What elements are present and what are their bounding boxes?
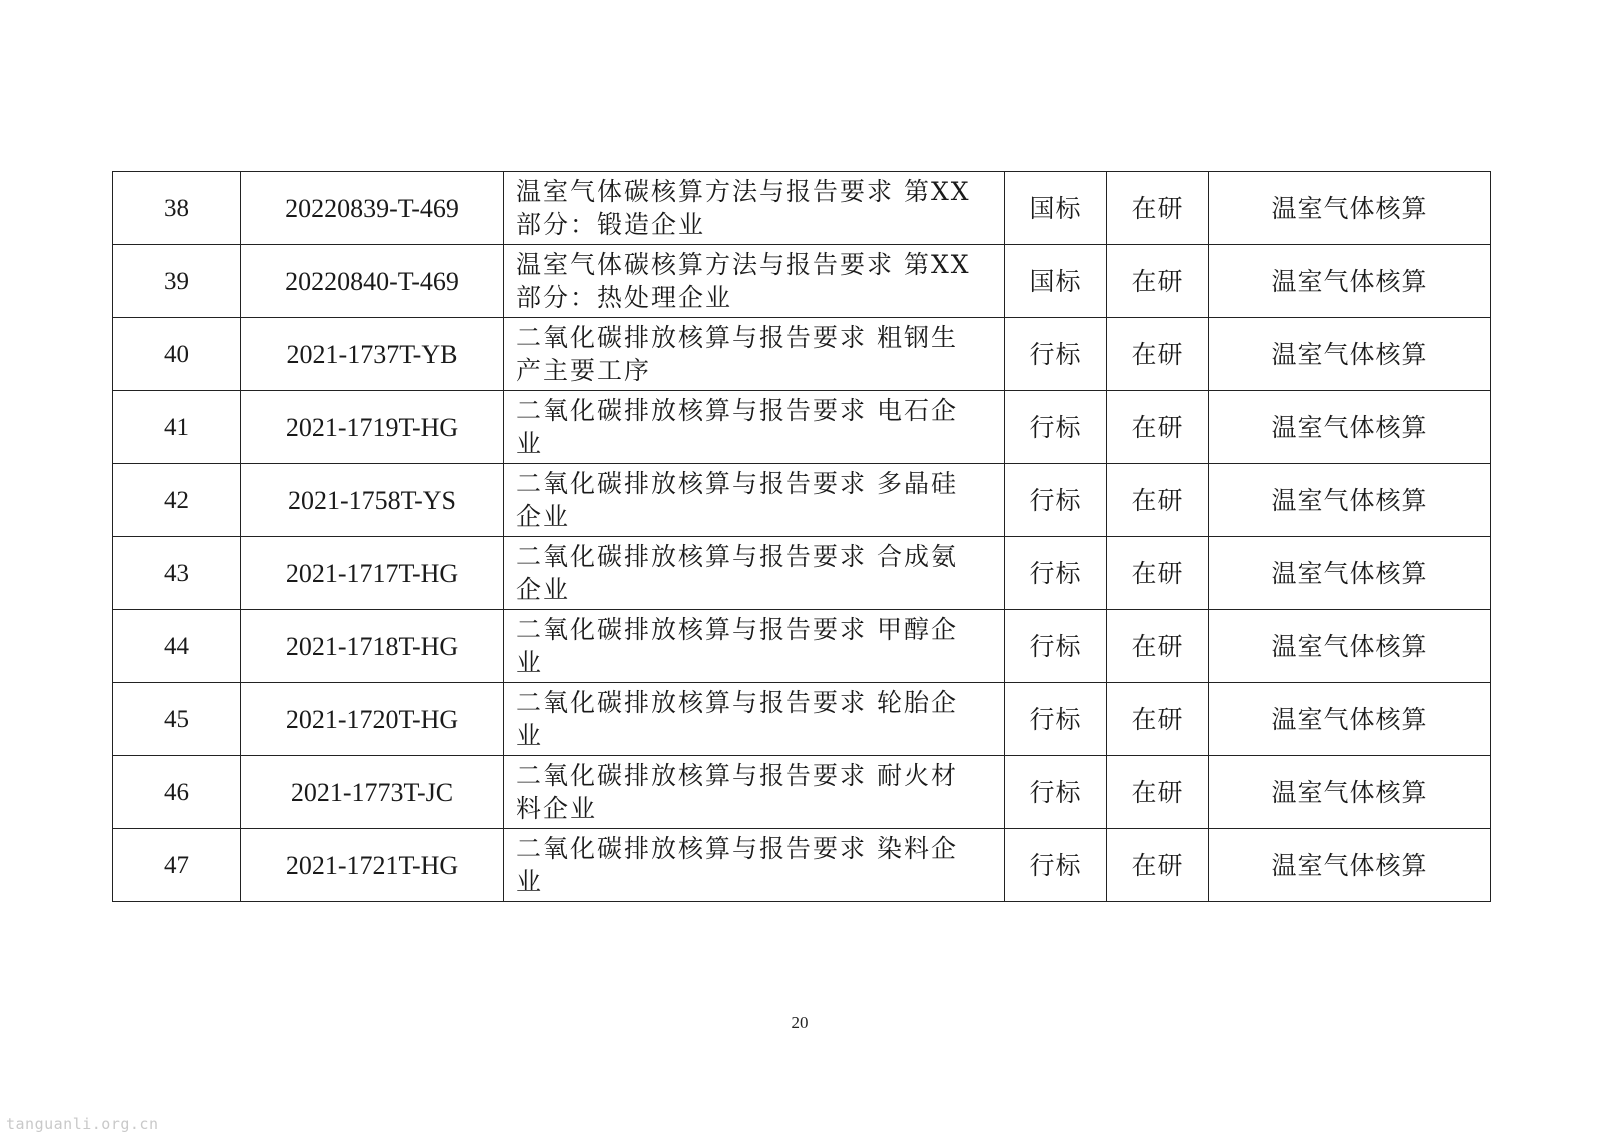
standard-category: 温室气体核算 bbox=[1209, 537, 1491, 610]
standard-name: 二氧化碳排放核算与报告要求 耐火材料企业 bbox=[516, 761, 958, 823]
site-watermark: tanguanli.org.cn bbox=[6, 1115, 159, 1133]
plan-code: 2021-1758T-YS bbox=[241, 464, 504, 537]
standard-status: 在研 bbox=[1107, 245, 1209, 318]
standard-type: 行标 bbox=[1005, 610, 1107, 683]
plan-code: 2021-1717T-HG bbox=[241, 537, 504, 610]
standard-name: 二氧化碳排放核算与报告要求 染料企业 bbox=[516, 834, 958, 896]
standard-name: 温室气体碳核算方法与报告要求 第XX部分：锻造企业 bbox=[516, 177, 971, 239]
standard-category: 温室气体核算 bbox=[1209, 245, 1491, 318]
table-row bbox=[113, 537, 1491, 610]
standard-type: 行标 bbox=[1005, 537, 1107, 610]
standard-category: 温室气体核算 bbox=[1209, 610, 1491, 683]
standard-type: 行标 bbox=[1005, 829, 1107, 902]
standard-status: 在研 bbox=[1107, 172, 1209, 245]
standard-status: 在研 bbox=[1107, 537, 1209, 610]
standard-name: 二氧化碳排放核算与报告要求 轮胎企业 bbox=[516, 688, 958, 750]
standard-type: 国标 bbox=[1005, 245, 1107, 318]
standard-type: 行标 bbox=[1005, 464, 1107, 537]
plan-code: 2021-1721T-HG bbox=[241, 829, 504, 902]
standard-name: 二氧化碳排放核算与报告要求 多晶硅企业 bbox=[516, 469, 958, 531]
standard-category: 温室气体核算 bbox=[1209, 683, 1491, 756]
standard-name: 二氧化碳排放核算与报告要求 电石企业 bbox=[516, 396, 958, 458]
row-number: 39 bbox=[113, 245, 241, 318]
table-row bbox=[113, 318, 1491, 391]
table-row bbox=[113, 756, 1491, 829]
plan-code: 2021-1720T-HG bbox=[241, 683, 504, 756]
table-row bbox=[113, 391, 1491, 464]
standard-status: 在研 bbox=[1107, 318, 1209, 391]
plan-code: 2021-1719T-HG bbox=[241, 391, 504, 464]
page-number: 20 bbox=[791, 1013, 809, 1032]
standard-category: 温室气体核算 bbox=[1209, 172, 1491, 245]
standard-name: 二氧化碳排放核算与报告要求 合成氨企业 bbox=[516, 542, 958, 604]
standard-type: 国标 bbox=[1005, 172, 1107, 245]
standard-name: 二氧化碳排放核算与报告要求 甲醇企业 bbox=[516, 615, 958, 677]
standards-table bbox=[112, 171, 1491, 902]
table-row bbox=[113, 245, 1491, 318]
standard-status: 在研 bbox=[1107, 683, 1209, 756]
plan-code: 2021-1718T-HG bbox=[241, 610, 504, 683]
standard-type: 行标 bbox=[1005, 318, 1107, 391]
row-number: 44 bbox=[113, 610, 241, 683]
plan-code: 20220840-T-469 bbox=[241, 245, 504, 318]
standard-type: 行标 bbox=[1005, 756, 1107, 829]
standard-type: 行标 bbox=[1005, 683, 1107, 756]
standard-status: 在研 bbox=[1107, 464, 1209, 537]
plan-code: 2021-1737T-YB bbox=[241, 318, 504, 391]
standard-status: 在研 bbox=[1107, 756, 1209, 829]
row-number: 47 bbox=[113, 829, 241, 902]
standard-category: 温室气体核算 bbox=[1209, 318, 1491, 391]
row-number: 46 bbox=[113, 756, 241, 829]
standard-type: 行标 bbox=[1005, 391, 1107, 464]
table-row bbox=[113, 172, 1491, 245]
standard-category: 温室气体核算 bbox=[1209, 464, 1491, 537]
standard-category: 温室气体核算 bbox=[1209, 829, 1491, 902]
standard-status: 在研 bbox=[1107, 391, 1209, 464]
row-number: 38 bbox=[113, 172, 241, 245]
standard-name: 温室气体碳核算方法与报告要求 第XX部分：热处理企业 bbox=[516, 250, 971, 312]
table-row bbox=[113, 610, 1491, 683]
row-number: 45 bbox=[113, 683, 241, 756]
standard-category: 温室气体核算 bbox=[1209, 756, 1491, 829]
table-row bbox=[113, 829, 1491, 902]
standard-status: 在研 bbox=[1107, 829, 1209, 902]
row-number: 41 bbox=[113, 391, 241, 464]
table-row bbox=[113, 464, 1491, 537]
plan-code: 2021-1773T-JC bbox=[241, 756, 504, 829]
standard-name: 二氧化碳排放核算与报告要求 粗钢生产主要工序 bbox=[516, 323, 958, 385]
row-number: 42 bbox=[113, 464, 241, 537]
table-row bbox=[113, 683, 1491, 756]
standard-status: 在研 bbox=[1107, 610, 1209, 683]
row-number: 43 bbox=[113, 537, 241, 610]
row-number: 40 bbox=[113, 318, 241, 391]
plan-code: 20220839-T-469 bbox=[241, 172, 504, 245]
standard-category: 温室气体核算 bbox=[1209, 391, 1491, 464]
